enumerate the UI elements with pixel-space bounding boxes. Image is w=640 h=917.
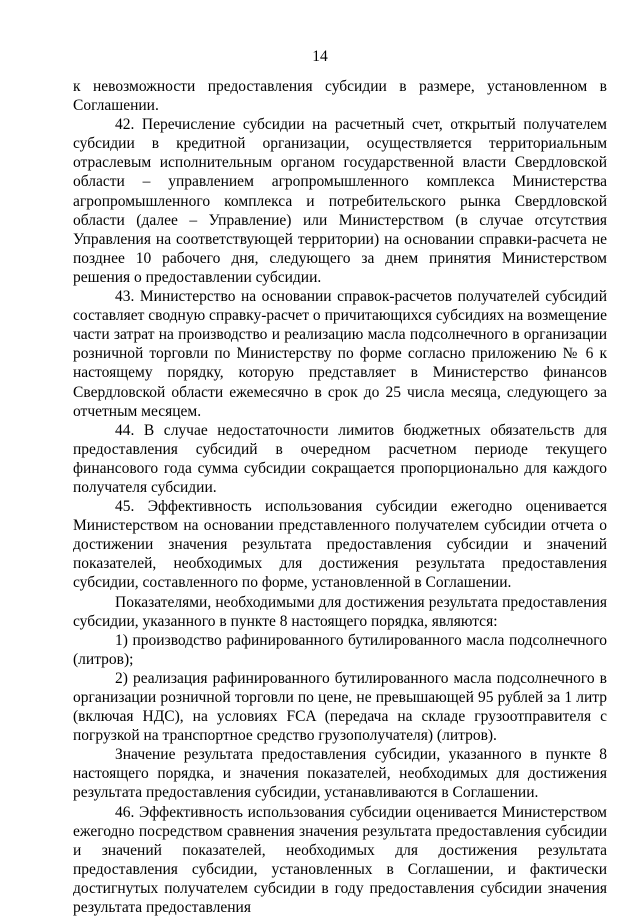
paragraph-continuation: к невозможности предоставления субсидии в размере, установленном в Соглашении. xyxy=(73,78,607,115)
paragraph-45: 45. Эффективность использования субсидии ежегодно оценивается Министерством на основании представленного получателем субсидии отчета о достижении значения результата предоставления субсидии и значений показателей, необходимых для достижения результата предоставления субсидии, составленного по форме, установленной в Соглашении. xyxy=(73,498,607,592)
paragraph-indicators-intro: Показателями, необходимыми для достижения результата предоставления субсидии, указанного в пункте 8 настоящего порядка, являются: xyxy=(73,593,607,630)
document-body xyxy=(73,77,607,917)
paragraph-44: 44. В случае недостаточности лимитов бюджетных обязательств для предоставления субсидий в очередном расчетном периоде текущего финансового года сумма субсидии сокращается пропорционально для каждого получателя субсидии. xyxy=(73,421,607,496)
page-number: 14 xyxy=(312,48,328,65)
paragraph-42: 42. Перечисление субсидии на расчетный счет, открытый получателем субсидии в кредитной организации, осуществляется территориальным отраслевым исполнительным органом государственной власти Свердловской области – управлением агропромышленного комплекса Министерства агропромышленного комплекса и потребительского рынка Свердловской области (далее – Управление) или Министерством (в случае отсутствия Управления на соответствующей территории) на основании справки-расчета не позднее 10 рабочего дня, следующего за днем принятия Министерством решения о предоставлении субсидии. xyxy=(73,116,607,286)
paragraph-result-value: Значение результата предоставления субсидии, указанного в пункте 8 настоящего порядка, и значения показателей, необходимых для достижения результата предоставления субсидии, устанавливаются в Соглашении. xyxy=(73,746,607,802)
paragraph-indicator-1: 1) производство рафинированного бутилированного масла подсолнечного (литров); xyxy=(73,631,607,668)
paragraph-indicator-2: 2) реализация рафинированного бутилированного масла подсолнечного в организации розничной торговли по цене, не превышающей 95 рублей за 1 литр (включая НДС), на условиях FCA (передача на складе грузоотправителя с погрузкой на транспортное средство грузополучателя) (литров). xyxy=(73,669,607,745)
paragraph-46: 46. Эффективность использования субсидии оценивается Министерством ежегодно посредством сравнения значения результата предоставления субсидии и значений показателей, необходимых для достижения результата предоставления субсидии, установленных в Соглашении, и фактически достигнутых получателем субсидии в году предоставления субсидии значения результата предоставления xyxy=(73,803,607,917)
paragraph-43: 43. Министерство на основании справок-расчетов получателей субсидий составляет сводную справку-расчет о причитающихся субсидиях на возмещение части затрат на производство и реализацию масла подсолнечного в организации розничной торговли по Министерству по форме согласно приложению № 6 к настоящему порядку, которую представляет в Министерство финансов Свердловской области ежемесячно в срок до 25 числа месяца, следующего за отчетным месяцем. xyxy=(73,288,607,420)
